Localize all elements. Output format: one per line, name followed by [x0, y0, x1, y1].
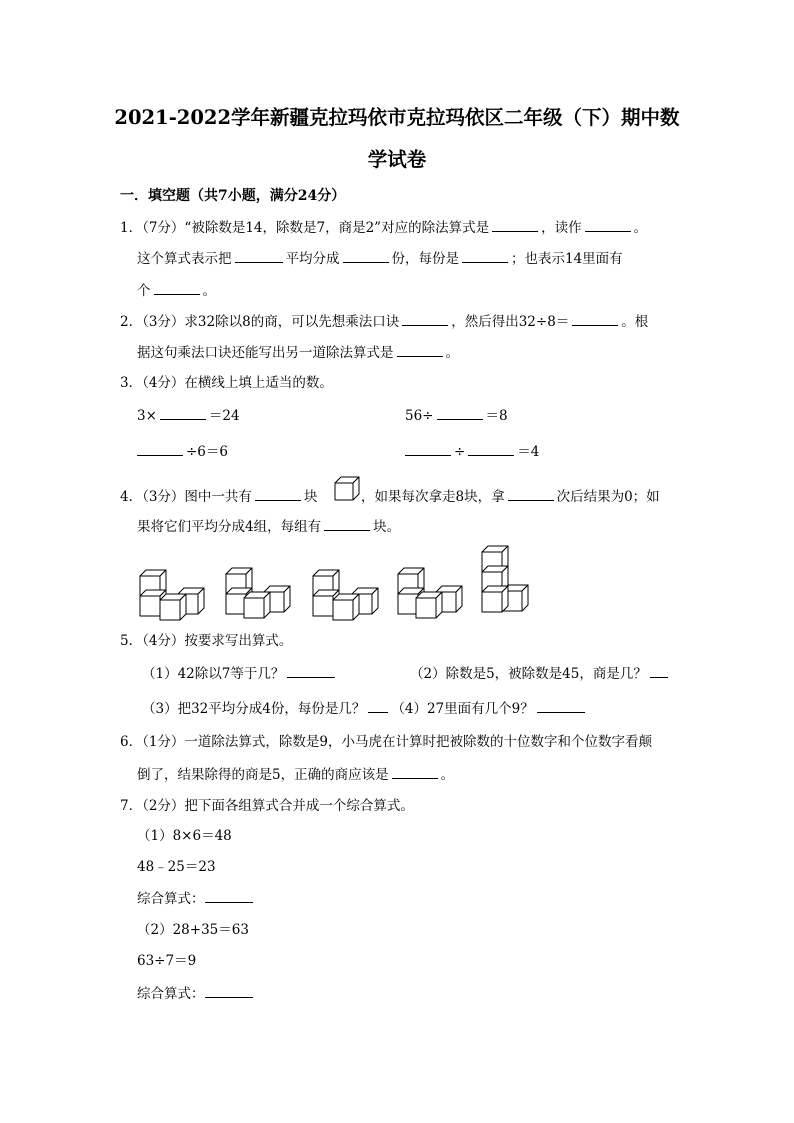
q5-part-3: [142, 699, 588, 718]
q7-eq-1a: （1）8×6＝48: [137, 828, 232, 844]
answer-blank[interactable]: [572, 312, 618, 326]
question-1-line2: [137, 249, 623, 268]
q4-text: 果将它们平均分成4组，每组有: [137, 519, 322, 535]
section-heading: 一．填空题（共7小题，满分24分）: [120, 188, 346, 204]
eq-text: ＝24: [208, 408, 240, 424]
answer-blank[interactable]: [537, 699, 585, 713]
eq-text: ÷6＝6: [186, 444, 228, 460]
eq-text: ＝8: [485, 408, 508, 424]
q1-text: 个: [137, 283, 151, 299]
page-title: 2021-2022学年新疆克拉玛依市克拉玛依区二年级（下）期中数: [114, 106, 680, 129]
question-3: 3．（4分）在横线上填上适当的数。: [120, 375, 333, 391]
answer-blank[interactable]: [324, 517, 370, 531]
q4-text: 4．（3分）图中一共有: [120, 489, 252, 505]
q2-text: 。根: [621, 314, 649, 330]
answer-blank[interactable]: [392, 765, 438, 779]
answer-blank[interactable]: [437, 406, 483, 420]
q4-text: 块。: [373, 519, 401, 535]
question-6-line1: 6．（1分）一道除法算式，除数是9，小马虎在计算时把被除数的十位数字和个位数字看颠: [120, 734, 653, 750]
cube-group-5: [482, 546, 528, 612]
cube-group-3: [313, 570, 378, 620]
answer-blank[interactable]: [462, 249, 508, 263]
eq-text: ÷: [454, 444, 466, 460]
eq-text: 3×: [137, 408, 157, 424]
q2-text: 据这句乘法口诀还能写出另一道除法算式是: [137, 345, 394, 361]
question-4-line2: [137, 517, 400, 536]
q7-eq-1b: 48﹣25＝23: [137, 859, 216, 875]
q1-text: 份，每份是: [391, 251, 459, 267]
q2-text: ，然后得出32÷8＝: [451, 314, 570, 330]
answer-blank[interactable]: [492, 218, 538, 232]
answer-blank[interactable]: [205, 889, 253, 903]
question-5: 5．（4分）按要求写出算式。: [120, 633, 293, 649]
question-4-line1b: [361, 487, 660, 506]
q5-text: （1）42除以7等于几？: [142, 666, 285, 682]
q7-combined-1: [137, 889, 256, 908]
answer-blank[interactable]: [402, 312, 448, 326]
answer-blank[interactable]: [650, 664, 668, 678]
question-7: 7．（2分）把下面各组算式合并成一个综合算式。: [120, 798, 414, 814]
answer-blank[interactable]: [255, 487, 301, 501]
q2-text: 。: [445, 345, 459, 361]
answer-blank[interactable]: [368, 699, 388, 713]
cube-icon: [334, 476, 360, 502]
q7-eq-2a: （2）28+35＝63: [137, 922, 249, 938]
answer-blank[interactable]: [405, 442, 451, 456]
q7-eq-2b: 63÷7＝9: [137, 953, 197, 969]
cube-stacks-figure: [130, 540, 530, 620]
question-2-line2: [137, 343, 459, 362]
equation-3: [137, 442, 228, 461]
q5-part-2: [410, 664, 671, 683]
cube-group-4: [398, 568, 462, 618]
q5-text: （4）27里面有几个9？: [391, 701, 534, 717]
question-1-line1: [120, 218, 647, 237]
q4-text: ，如果每次拿走8块，拿: [361, 489, 505, 505]
q7-text: 综合算式：: [137, 986, 205, 1002]
q1-text: 1．（7分）“被除数是14，除数是7，商是2”对应的除法算式是: [120, 220, 490, 236]
answer-blank[interactable]: [235, 249, 283, 263]
answer-blank[interactable]: [585, 218, 631, 232]
q7-text: 综合算式：: [137, 891, 205, 907]
q4-text: 块: [303, 489, 318, 505]
cube-group-1: [140, 570, 204, 620]
q1-text: 这个算式表示把: [137, 251, 232, 267]
eq-text: ＝4: [517, 444, 540, 460]
q5-text: （2）除数是5，被除数是45，商是几？: [410, 666, 647, 682]
answer-blank[interactable]: [154, 281, 200, 295]
q1-text: 。: [202, 283, 216, 299]
answer-blank[interactable]: [287, 664, 335, 678]
q1-text: 。: [633, 220, 648, 236]
answer-blank[interactable]: [137, 442, 183, 456]
question-2-line1: [120, 312, 648, 331]
question-1-line3: [137, 281, 216, 300]
answer-blank[interactable]: [468, 442, 514, 456]
q2-text: 2．（3分）求32除以8的商，可以先想乘法口诀: [120, 314, 400, 330]
answer-blank[interactable]: [205, 984, 253, 998]
q7-combined-2: [137, 984, 256, 1003]
q5-part-1: [142, 664, 338, 683]
q5-text: （3）把32平均分成4份，每份是几？: [142, 701, 366, 717]
answer-blank[interactable]: [160, 406, 206, 420]
q1-text: 平均分成: [285, 251, 340, 267]
q6-text: 。: [440, 767, 455, 783]
answer-blank[interactable]: [343, 249, 389, 263]
page-title-continued: 学试卷: [367, 148, 427, 171]
question-4-line1: [120, 487, 317, 506]
equation-4: [405, 442, 539, 461]
answer-blank[interactable]: [508, 487, 554, 501]
answer-blank[interactable]: [397, 343, 443, 357]
q4-text: 次后结果为0；如: [556, 489, 660, 505]
cube-group-2: [226, 568, 290, 618]
q1-text: ；也表示14里面有: [511, 251, 623, 267]
eq-text: 56÷: [405, 408, 434, 424]
q1-text: ，读作: [541, 220, 582, 236]
equation-2: [405, 406, 508, 425]
question-6-line2: [137, 765, 454, 784]
equation-1: [137, 406, 240, 425]
q6-text: 倒了，结果除得的商是5，正确的商应该是: [137, 767, 389, 783]
